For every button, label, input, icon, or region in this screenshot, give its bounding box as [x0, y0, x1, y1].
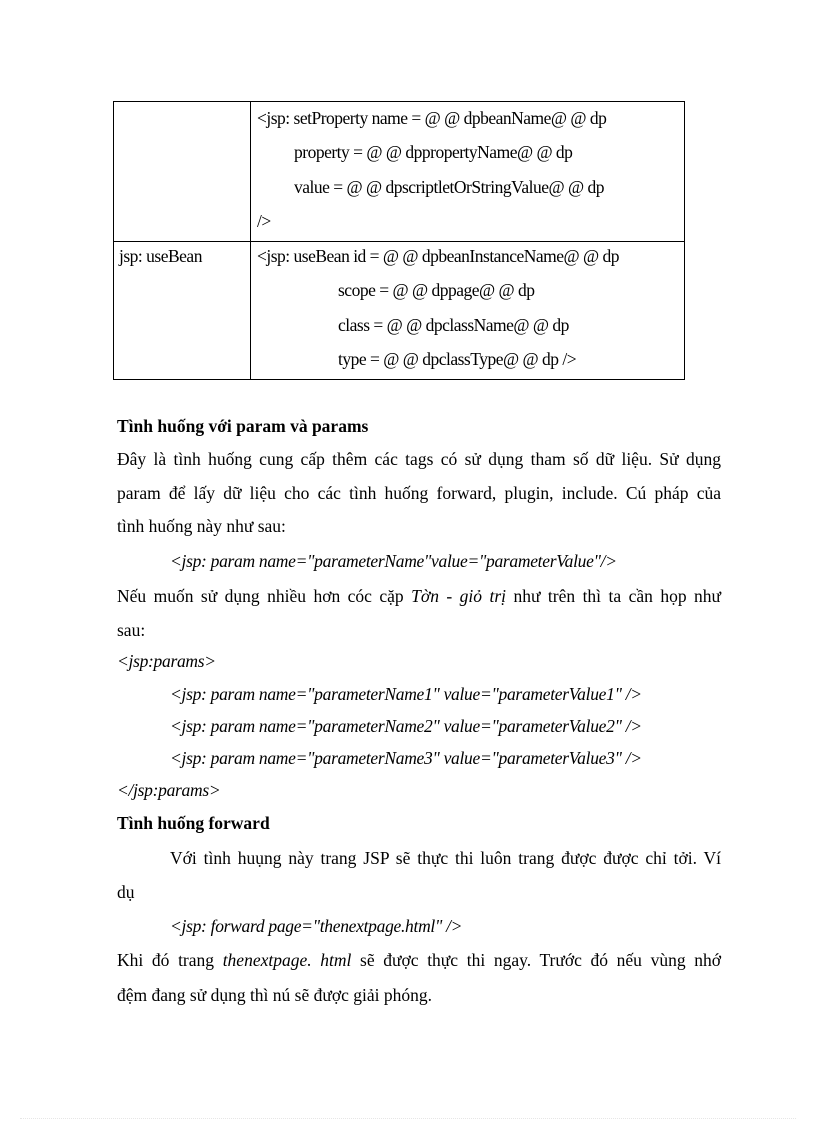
- code-line: type = @ @ dpclassType@ @ dp />: [338, 349, 577, 370]
- code-example: <jsp: param name="parameterName3" value="parameterValue3" />: [170, 748, 642, 768]
- table-row: [114, 102, 685, 242]
- table-cell-syntax: [251, 102, 685, 242]
- code-line: value = @ @ dpscriptletOrStringValue@ @ dp: [294, 176, 604, 197]
- paragraph-line: [117, 580, 721, 612]
- cell-label-text: jsp: useBean: [119, 246, 202, 267]
- paragraph-line: Đây là tình huống cung cấp thêm các tags có sử dụng tham số dữ liệu. Sử dụng: [117, 449, 721, 469]
- code-example: <jsp: param name="parameterName1" value="parameterValue1" />: [170, 684, 642, 704]
- code-example: <jsp:params>: [117, 651, 216, 671]
- paragraph-line: param để lấy dữ liệu cho các tình huống forward, plugin, include. Cú pháp của: [117, 483, 721, 503]
- section-heading: Tình huống với param và params: [117, 416, 369, 436]
- syntax-table: [113, 101, 685, 380]
- code-example: </jsp:params>: [117, 780, 221, 800]
- paragraph-line: Với tình huụng này trang JSP sẽ thực thi luôn trang được được chỉ tởi. Ví: [170, 848, 721, 868]
- text-run: như trên thì ta cần họp như: [506, 586, 721, 606]
- code-line: />: [257, 210, 271, 231]
- code-example: <jsp: forward page="thenextpage.html" />: [170, 916, 463, 936]
- table-cell-label: [114, 102, 251, 242]
- code-example: <jsp: param name="parameterName"value="parameterValue"/>: [170, 551, 617, 571]
- italic-term: Tờn - giỏ trị: [411, 586, 507, 606]
- text-run: Khi đó trang: [117, 950, 223, 970]
- page-bottom-divider: [20, 1118, 796, 1119]
- text-run: Nếu muốn sử dụng nhiều hơn cóc cặp: [117, 586, 412, 606]
- paragraph-line: [117, 944, 721, 976]
- italic-term: thenextpage. html: [222, 950, 352, 970]
- code-example: <jsp: param name="parameterName2" value="parameterValue2" />: [170, 716, 642, 736]
- code-line: class = @ @ dpclassName@ @ dp: [338, 314, 569, 335]
- code-line: <jsp: useBean id = @ @ dpbeanInstanceName@ @ dp: [257, 246, 620, 267]
- table-cell-syntax: [251, 242, 685, 380]
- code-line: <jsp: setProperty name = @ @ dpbeanName@ @ dp: [257, 108, 607, 128]
- section-heading: Tình huống forward: [117, 813, 270, 833]
- text-run: sẽ được thực thi ngay. Trước đó nếu vùng nhớ: [351, 950, 722, 970]
- paragraph-line: đệm đang sử dụng thì nú sẽ được giải phóng.: [117, 985, 432, 1005]
- code-line: property = @ @ dppropertyName@ @ dp: [294, 142, 573, 163]
- table-cell-label: [114, 242, 251, 380]
- table-row: [114, 242, 685, 380]
- paragraph-line: sau:: [117, 620, 146, 640]
- paragraph-line: dụ: [117, 882, 135, 902]
- paragraph-line: tình huống này như sau:: [117, 516, 286, 536]
- code-line: scope = @ @ dppage@ @ dp: [338, 280, 535, 301]
